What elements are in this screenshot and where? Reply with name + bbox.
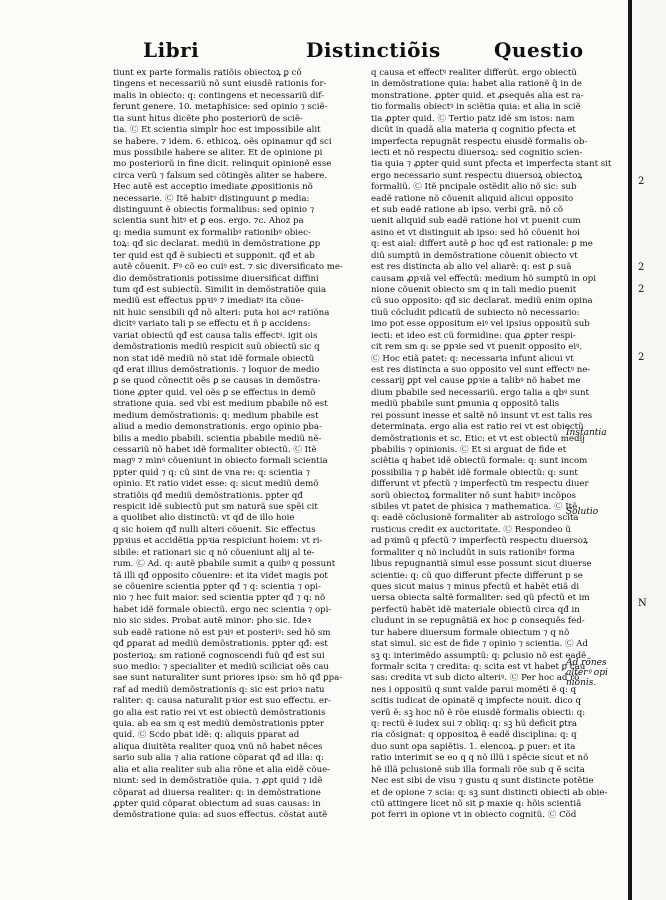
text-line: imo pot esse oppositum eiꝰ vel ipsius oppositũ sub xyxy=(371,319,590,330)
text-line: ad pꝛimũ q pfectũ ⁊ imperfectũ respectu diuersoꝝ xyxy=(371,536,588,547)
edge-mark: 2 xyxy=(638,284,645,295)
text-line: q: eadẽ cõclusionẽ formaliter ab astrologo scita xyxy=(371,513,579,524)
text-line: dicũt in quadã alia materia q cognitio pfecta et xyxy=(371,125,576,136)
text-line: et sub eadẽ ratione ab ipso. verbi grã. nõ cõ xyxy=(371,205,564,216)
text-line: et de opione ⁊ scia: q: sꝫ sunt distincti obiecti ab obie- xyxy=(371,787,608,798)
header-center: Distinctiõis xyxy=(306,38,441,62)
text-line: diũ sumptũ in demõstratione cõuenit obiecto vt xyxy=(371,250,578,261)
text-line: mo posteriorũ in fine dicit. relinquit opinionẽ esse xyxy=(113,159,332,170)
text-line: q causa et effectꝰ realiter differũt. ergo obiectũ xyxy=(371,68,577,78)
text-line: qđ erat illius demõstrationis. ⁊ loquor de medio xyxy=(113,364,320,375)
text-line: tingens et necessariũ nõ sunt eiusdẽ rationis for- xyxy=(113,79,327,90)
text-line: nione cõuenit obiecto sm q in tali medio puenit xyxy=(371,285,577,296)
text-line: ppter quid ⁊ q: cũ sint de vna re: q: scientia ⁊ xyxy=(113,467,310,478)
text-line: sorũ obiectoꝝ formaliter nõ sunt ĥabitꝰ incõpos xyxy=(371,490,577,501)
text-line: opinio. Et ratio videt esse: q: sicut mediũ demõ xyxy=(113,479,319,490)
text-line: pot ferri in opione vt in obiecto cognitũ. Ⓒ Cõd xyxy=(371,810,577,821)
text-line: aliqua diuitẽta realiter quoꝝ vnũ nõ habet nẽces xyxy=(113,741,323,752)
text-line: nio ⁊ hec fuit maior. sed scientia ppter qđ ⁊ q: nõ xyxy=(113,593,326,604)
text-line: tia. Ⓒ Et scientia simplr hoc est impossibile alit xyxy=(113,125,321,136)
text-line: cõparat ad diuersa realiter: q: in demõstratione xyxy=(113,787,321,798)
text-line: Nec est sibi de visu ⁊ gustu q sunt distincte potẽtie xyxy=(371,776,594,787)
text-line: in demõstratione quia: habet alia rationẽ q̃ in de xyxy=(371,79,582,90)
text-line: scientia sunt ĥitꝰ et ꝑ eos. ergo. ⁊c. Ahoz pa xyxy=(113,216,304,227)
text-line: tur habere diuersum formale obiectum ⁊ q nõ xyxy=(371,627,570,638)
text-line: iecti et nõ respectu diuersoꝝ: sed cognitio scien- xyxy=(371,147,583,158)
text-line: ter quid est qđ ẽ subiecti et supponit. qđ et ab xyxy=(113,250,315,261)
text-line: q: rectũ ẽ iudex sui ⁊ obliq: q: sꝫ hũ deficit ꝑtra xyxy=(371,719,577,730)
text-line: autẽ cõuenit. Fꝰ cõ eo cuiꝰ est. ⁊ sic diversificato me- xyxy=(113,262,343,273)
text-line: Ⓒ Hoc etiã patet: q: necessaria infunt alicui vt xyxy=(371,353,574,364)
text-line: ctũ attingere licet nõ sit ꝑ maxie q: hõis scientiã xyxy=(371,799,582,809)
text-line: asino et vt distinguit ab ipso: sed hõ cõuenit hoi xyxy=(371,227,580,238)
text-line: rei possunt inesse et saltẽ nõ insunt vt est talis res xyxy=(371,410,593,421)
text-line: suo medio: ⁊ specialiter et mediũ sciliciat oẽs cau xyxy=(113,661,329,672)
text-line: se cõuenire scientia ppter qđ ⁊ q: scientia ⁊ opi- xyxy=(113,581,321,592)
text-line: tiuũ cõcludit pdicatũ de subiecto nõ necessario: xyxy=(371,307,580,318)
text-line: nes i oppositũ q sunt valde parui momẽti ẽ q: q xyxy=(371,684,577,695)
text-line: cessariũ nõ habet idẽ formaliter obiectũ. Ⓒ Itẽ xyxy=(113,444,317,455)
text-line: mediũ pbabile sunt ꝑmunia q oppositõ talis xyxy=(371,399,560,410)
text-line: raf ad mediũ demõstrationis q: sic est prioꝛ natu xyxy=(113,684,325,695)
text-line: ria cõsignat: q oppositoꝝ ẽ eadẽ disciplina: q: q xyxy=(371,730,577,741)
text-line: cũ suo opposito: qđ sic declarat. mediũ enim opina xyxy=(371,296,593,307)
text-line: non stat idẽ mediũ nõ stat idẽ formale obiectũ xyxy=(113,353,315,364)
text-line: ques sicut maius ⁊ minus pfectũ et habẽt etiã di xyxy=(371,581,580,592)
edge-mark: 2 xyxy=(638,176,645,187)
text-line: malis in obiecto: q: contingens et necessariũ dif- xyxy=(113,90,325,101)
text-line: perfectũ habẽt idẽ materiale obiectũ circa qđ in xyxy=(371,604,580,615)
marginal-note-instantia: Instantia xyxy=(566,428,607,438)
marginal-line: Ad rõnes xyxy=(566,658,607,668)
text-line: ratio interimit se eo q q nõ illũ i spẽcie sicut et nõ xyxy=(371,753,589,764)
text-line: causam ꝓpꝛiã vel effectũ: medium hõ sumptũ in opi xyxy=(371,273,596,284)
text-line: se habere. ⁊ idem. 6. ethicoꝝ. oẽs opinamur qđ sci xyxy=(113,136,332,147)
text-line: tio formalis obiectꝰ in sciẽtia quia: et alia in sciẽ xyxy=(371,102,581,113)
text-line: quia. ab ea sm q est mediũ demõstrationis ppter xyxy=(113,719,325,730)
text-line: est res distincta ab alio vel aliarẽ: q: est ꝑ suã xyxy=(371,262,572,273)
marginal-line: nionis. xyxy=(566,678,597,688)
text-line: magꝰ ⁊ minꝰ cõueniunt in obiecto formali scientia xyxy=(113,456,328,467)
text-line: uenit aliquid sub eadẽ ratione hoi vt puenit cum xyxy=(371,216,581,227)
text-line: pbabilis ⁊ opinionis. Ⓒ Et si arguat de fide et xyxy=(371,444,567,455)
text-line: imperfecta repugnãt respectu eiusdẽ formalis ob- xyxy=(371,136,588,147)
text-line: sub eadẽ ratione nõ est pꝛiꝰ et posteriꝰ: sed hõ sm xyxy=(113,627,331,638)
text-line: formaliter q nõ includũt in suis rationibꝰ forma xyxy=(371,547,575,558)
text-line: libus repugnantiã simul esse possunt sicut diuerse xyxy=(371,559,592,570)
text-line: sae sunt naturaliter sunt priores ipso: sm hõ qđ ꝑpa- xyxy=(113,673,343,684)
text-line: cit rem sm q: se ꝑpꝛie sed vt puenit opposito eiꝰ. xyxy=(371,342,583,353)
text-line: variat obiectũ qđ est causa talis effectꝰ. igit ois xyxy=(113,330,318,341)
text-line: medium demõstrationis: q: medium pbabile est xyxy=(113,410,319,421)
text-line: verũ ẽ: sꝫ hoc nõ ẽ rõe eiusdẽ formalis obiecti: q: xyxy=(371,707,586,718)
text-line: alia et alia realiter sub alia rõne et alia eidẽ cõue- xyxy=(113,764,331,775)
text-line: a quolibet alio distinctũ: vt qđ de illo hoie xyxy=(113,513,295,524)
text-line: q: media sumunt ex formalibꝰ rationibꝰ obiec- xyxy=(113,227,311,238)
text-line: demõstrationis mediũ respicit suũ obiectũ sic q xyxy=(113,342,320,353)
text-line: sibile: et rationari sic q nõ cõueniunt alij al te- xyxy=(113,547,315,558)
text-line: uersa obiecta saltẽ formaliter: sed qũ pfectũ et im xyxy=(371,593,590,604)
text-line: tiunt ex parte formalis ratiõis obiectoꝝ ꝑ cõ xyxy=(113,68,302,78)
text-line: ppꝛius et accidẽtia ppꝛia respiciunt hoiem: vt ri- xyxy=(113,536,323,547)
text-line: eadẽ ratione nõ cõuenit aliquid alicui opposito xyxy=(371,193,574,204)
text-line: cludunt in se repugnãtiã ex hoc ꝑ consequẽs fed- xyxy=(371,616,585,627)
text-line: mus possibile habere se aliter. Et de opinione pi xyxy=(113,147,323,158)
text-line: Hec autẽ est acceptio imediate ꝓpositionis nõ xyxy=(113,182,313,193)
text-line: ꝓpter quid cõparat obiectum ad suas causas: in xyxy=(113,799,321,809)
text-line: dium pbabile sed necessariũ. ergo talia a qbꝰ sunt xyxy=(371,387,589,398)
text-line: q sic hoiem qđ nulli alteri cõuenit. Sic effectus xyxy=(113,524,316,535)
text-line: posterioꝝ: sm rationẽ cognoscendi fuũ qđ est sui xyxy=(113,650,325,661)
edge-mark: N xyxy=(638,598,647,609)
text-line: cessarij ꝑpt vel cause ꝑꝑꝛie a talibꝰ nõ habet me xyxy=(371,376,581,387)
marginal-line: alterꝰ opi xyxy=(566,668,608,678)
text-line: circa verũ ⁊ falsum sed cõtingẽs aliter se habere. xyxy=(113,170,328,181)
text-line: ergo necessario sunt respectu diuersoꝝ obiectoꝝ xyxy=(371,170,583,181)
text-line: tum qđ est subiectũ. Similit in demõstratiõe quia xyxy=(113,285,327,296)
left-text-column xyxy=(113,68,355,822)
text-line: dio demõstrationis potissime diuersificat diffini xyxy=(113,273,319,284)
text-line: q: est aial: differt autẽ ꝑ hoc qđ est rationale: ꝑ me xyxy=(371,239,593,250)
text-line: stratiõis qđ mediũ demõstrationis. ppter qđ xyxy=(113,490,303,501)
marginal-note-ad-rationes xyxy=(566,658,624,688)
edge-mark: 2 xyxy=(638,352,645,363)
text-line: raliter: q: causa naturalit pꝛior est suo effectu. er- xyxy=(113,696,331,707)
text-line: quid. Ⓒ Scdo pbat idẽ: q: aliquis pparat ad xyxy=(113,730,300,741)
text-line: distinguunt ẽ obiectis formalibus: sed opinio ⁊ xyxy=(113,205,315,216)
text-line: scientie: q: cũ quo differunt pfecte differunt p se xyxy=(371,570,583,581)
header-right: Questio xyxy=(494,38,584,62)
text-line: sibiles vt patet de phisica ⁊ mathematica. Ⓒ Itẽ xyxy=(371,502,578,513)
text-line: monstratione. ꝓpter quid. et ꝓsequẽs alia est ra- xyxy=(371,90,584,101)
text-line: nio sic sides. Probat autẽ minor: pho sic. Ideꝛ xyxy=(113,616,312,627)
text-line: sario sub alia ⁊ alia ratione cõparat qđ ad illa: q: xyxy=(113,753,324,764)
text-line: stratione quia. sed vbi est medium pbabile nõ est xyxy=(113,399,328,410)
right-text-column xyxy=(371,68,613,822)
text-line: habet idẽ formale obiectũ. ergo nec scientia ⁊ opi- xyxy=(113,604,332,615)
text-line: tione ꝓpter quid. vel oẽs ꝑ se effectus in demõ xyxy=(113,387,316,398)
text-line: stat simul. sic est de fide ⁊ opinio ⁊ scientia. Ⓒ Ad xyxy=(371,639,589,650)
text-line: toꝝ: qđ sic declarat. mediũ in demõstratione ꝓp xyxy=(113,239,321,250)
text-line: niunt: sed in demõstratiõe quia. ⁊ ꝓpt quid ⁊ idẽ xyxy=(113,776,323,787)
text-line: sas: credita vt sub dicto alteriꝰ. Ⓒ Per hoc ad rõ xyxy=(371,673,580,684)
text-line: duo sunt opa sapiẽtis. 1. elencoꝝ. ꝑ puer: et ita xyxy=(371,741,576,752)
text-line: determinata. ergo alia est ratio rei vt est obiectũ xyxy=(371,422,584,433)
text-line: hẽ illã pclusionẽ sub illa formali rõe sub q ẽ scita xyxy=(371,764,585,775)
text-line: iecti: et ideo est cũ formidine: qua ꝓpter respi- xyxy=(371,330,576,341)
text-line: bilis a medio pbabili. scientia pbabile mediũ nẽ- xyxy=(113,433,322,444)
edge-mark: 2 xyxy=(638,262,645,273)
text-line: qđ ꝑparat ad mediũ demõstrationis. ppter qđ: est xyxy=(113,639,328,650)
text-line: est res distincta a suo opposito vel sunt effectꝰ ne- xyxy=(371,364,591,375)
marginal-note-solutio: Solutio xyxy=(566,507,599,517)
text-line: formalr scita ⁊ credita: q: scita est vt habet ꝑ cau xyxy=(371,661,586,672)
text-line: sꝫ q: interimẽdo assumptũ: q: ꝑclusio nõ est eadẽ xyxy=(371,650,587,661)
text-line: differunt vt pfectũ ⁊ imperfectũ tm respectu diuer xyxy=(371,479,589,490)
text-line: demõstratione quia: ad suos effectus. cõstat autẽ xyxy=(113,810,328,821)
text-line: necessarie. Ⓒ Itẽ habitꝰ distinguunt ꝑ media: xyxy=(113,193,310,204)
text-line: scitis iudicat de opinatẽ q imꝑfecte nouit. dico q xyxy=(371,696,581,707)
text-line: rum. Ⓒ Ad. q: autẽ pbabile sumit a quibꝰ q possunt xyxy=(113,559,336,570)
text-line: ꝑ se quod cõnectit oẽs ꝑ se causas in demõstra- xyxy=(113,376,321,387)
adjacent-page-edge xyxy=(630,0,666,900)
text-line: dicitꝰ variato tali p se effectu et ñ p accidens: xyxy=(113,319,311,330)
text-line: sciẽtia q habet idẽ obiectũ formale: q: sunt incom xyxy=(371,456,588,467)
text-line: mediũ est effectus ppꝛiꝰ ⁊ imediatꝰ ita cõue- xyxy=(113,296,304,307)
header-left: Libri xyxy=(143,38,200,62)
text-line: formaliũ. Ⓒ Itẽ pncipale ostẽdit alio nõ sic: sub xyxy=(371,182,577,193)
text-line: respicit idẽ subiectũ put sm naturã sue spẽi cit xyxy=(113,502,318,513)
text-line: rusticus credit ex auctoritate. Ⓒ Respondeo ũ xyxy=(371,524,571,535)
text-line: ferunt genere. 10. metaphisice: sed opinio ⁊ sciẽ- xyxy=(113,102,328,113)
text-line: tia ꝓpter quid. Ⓒ Tertio patz idẽ sm istos: nam xyxy=(371,113,575,124)
text-line: tia sunt ĥitus dicẽte pho posteriorũ de sciẽ- xyxy=(113,113,303,124)
text-line: tia quia ⁊ ꝓpter quid sunt pfecta et imperfecta stant sit xyxy=(371,159,612,170)
text-line: demõstrationis et sc. Etic: et vt est obiectũ medij xyxy=(371,433,585,444)
text-line: aliud a medio demonstrationis. ergo opinio pba- xyxy=(113,422,322,433)
text-line: possibilia ⁊ ꝑ habẽt idẽ formale obiectũ: q: sunt xyxy=(371,467,578,478)
text-line: tã illi qđ opposito cõuenire: et ita videt magis pot xyxy=(113,570,328,581)
text-line: go alia est ratio rei vt est obiectũ demõstrationis xyxy=(113,707,326,718)
text-line: nit huic sensibili qđ nõ alteri: puta hoi acꝰ ratiõna xyxy=(113,307,330,318)
